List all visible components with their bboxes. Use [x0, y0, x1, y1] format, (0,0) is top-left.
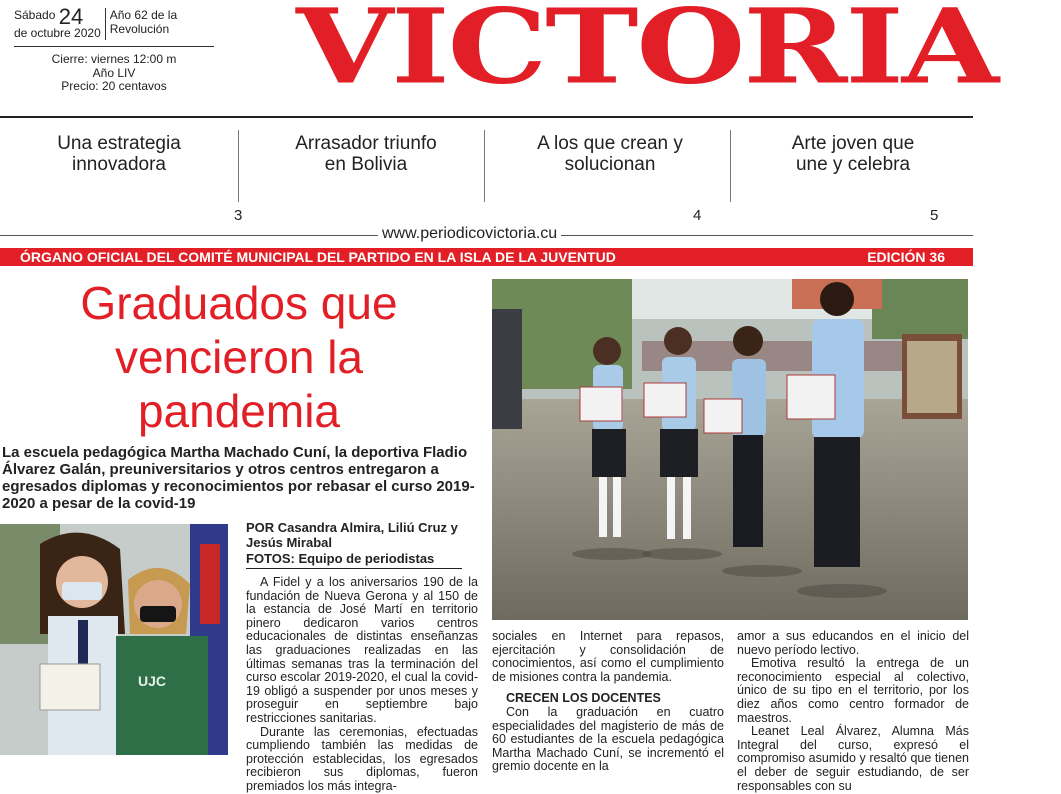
teaser-page: 4 — [693, 207, 702, 224]
website-link[interactable]: www.periodicovictoria.cu — [378, 225, 561, 243]
article-column-2 — [492, 630, 724, 774]
paragraph: Emotiva resultó la entrega de un reconocimiento especial al colectivo, único de su tipo en el territorio, por los diez años como centro formador de maestros. — [737, 656, 969, 725]
article-column-1 — [246, 576, 478, 794]
article-lead: La escuela pedagógica Martha Machado Cuní, la deportiva Fladio Álvarez Galán, preuniversitarios y otros centros entregaron a egresados diplomas y reconocimientos por rebasar el curso 2019-2020 a pesar de la covid-19 — [2, 444, 475, 512]
newspaper-title: VICTORIA — [295, 0, 997, 108]
teaser-2[interactable] — [248, 118, 484, 228]
teaser-4[interactable] — [735, 118, 971, 228]
ano-text: Año LIV — [92, 65, 136, 80]
publisher-band — [0, 248, 973, 266]
graduates-photo-art — [492, 279, 968, 620]
byline: POR Casandra Almira, Liliú Cruz y Jesús Mirabal — [246, 520, 458, 550]
teaser-title: A los que crean y solucionan — [537, 133, 683, 175]
publisher-text: ÓRGANO OFICIAL DEL COMITÉ MUNICIPAL DEL PARTIDO EN LA ISLA DE LA JUVENTUD — [20, 249, 616, 265]
paragraph: amor a sus educandos en el inicio del nuevo período lectivo. — [737, 629, 969, 657]
teaser-1[interactable] — [0, 118, 243, 228]
year-line-2: Revolución — [109, 22, 170, 36]
issue-date — [14, 4, 106, 40]
masthead-info — [14, 4, 214, 94]
price-text: Precio: 20 centavos — [61, 79, 167, 93]
shirt-logo: UJC — [138, 673, 167, 689]
subheading: CRECEN LOS DOCENTES — [506, 691, 661, 706]
cierre-text: Cierre: viernes 12:00 m — [51, 52, 177, 66]
divider — [484, 130, 485, 202]
date-row — [14, 4, 214, 47]
year-line-1: Año 62 de la — [109, 8, 178, 22]
month-year: de octubre 2020 — [14, 26, 101, 40]
paragraph: Leanet Leal Álvarez, Alumna Más Integral del curso, expresó el compromiso asumido y resaltó que tienen el deber de seguir estudiando, de ser responsables con su — [737, 724, 969, 793]
edition-text: EDICIÓN 36 — [867, 249, 945, 265]
paragraph: Con la graduación en cuatro especialidades del magisterio de más de 60 estudiantes de la escuela pedagógica Martha Machado Cuní, se incrementó el gremio docente en la — [492, 704, 724, 774]
paragraph: A Fidel y a los aniversarios 190 de la fundación de Nueva Gerona y al 150 de la estancia de José Martí en territorio pinero dedicaron varios centros educacionales de distintas enseñanzas las graduaciones realizadas en las últimas semanas tras la terminación del curso escolar 2019-2020, el cual la covid-19 obligó a suspender por unos meses y proseguir en septiembre bajo restricciones sanitarias. — [246, 575, 478, 725]
photo-credit: FOTOS: Equipo de periodistas — [246, 551, 462, 569]
issue-meta — [14, 53, 214, 94]
graduate-teacher-photo — [0, 524, 228, 755]
paragraph: sociales en Internet para repasos, ejercitación y consolidación de conocimientos, así como el cumplimiento de misiones contra la pandemia. — [492, 629, 724, 684]
divider — [238, 130, 239, 202]
teaser-title: Arte joven que une y celebra — [791, 133, 915, 175]
teaser-title: Arrasador triunfo en Bolivia — [295, 133, 437, 175]
teaser-3[interactable] — [490, 118, 730, 228]
graduate-teacher-photo-art — [0, 524, 228, 755]
weekday: Sábado — [14, 8, 56, 22]
graduates-photo — [492, 279, 968, 620]
day-number: 24 — [58, 4, 84, 29]
revolution-year — [106, 8, 177, 36]
article-column-3 — [737, 630, 969, 793]
teaser-strip — [0, 118, 973, 228]
teaser-page: 5 — [930, 207, 939, 224]
paragraph: Durante las ceremonias, efectuadas cumpliendo también las medidas de protección establecidas, los egresados recibieron sus diplomas, fueron premiados los más integra- — [246, 724, 478, 793]
teaser-title: Una estrategia innovadora — [57, 133, 181, 175]
teaser-page: 3 — [234, 207, 243, 224]
article-headline: Graduados que vencieron la pandemia — [80, 277, 398, 437]
divider — [730, 130, 731, 202]
